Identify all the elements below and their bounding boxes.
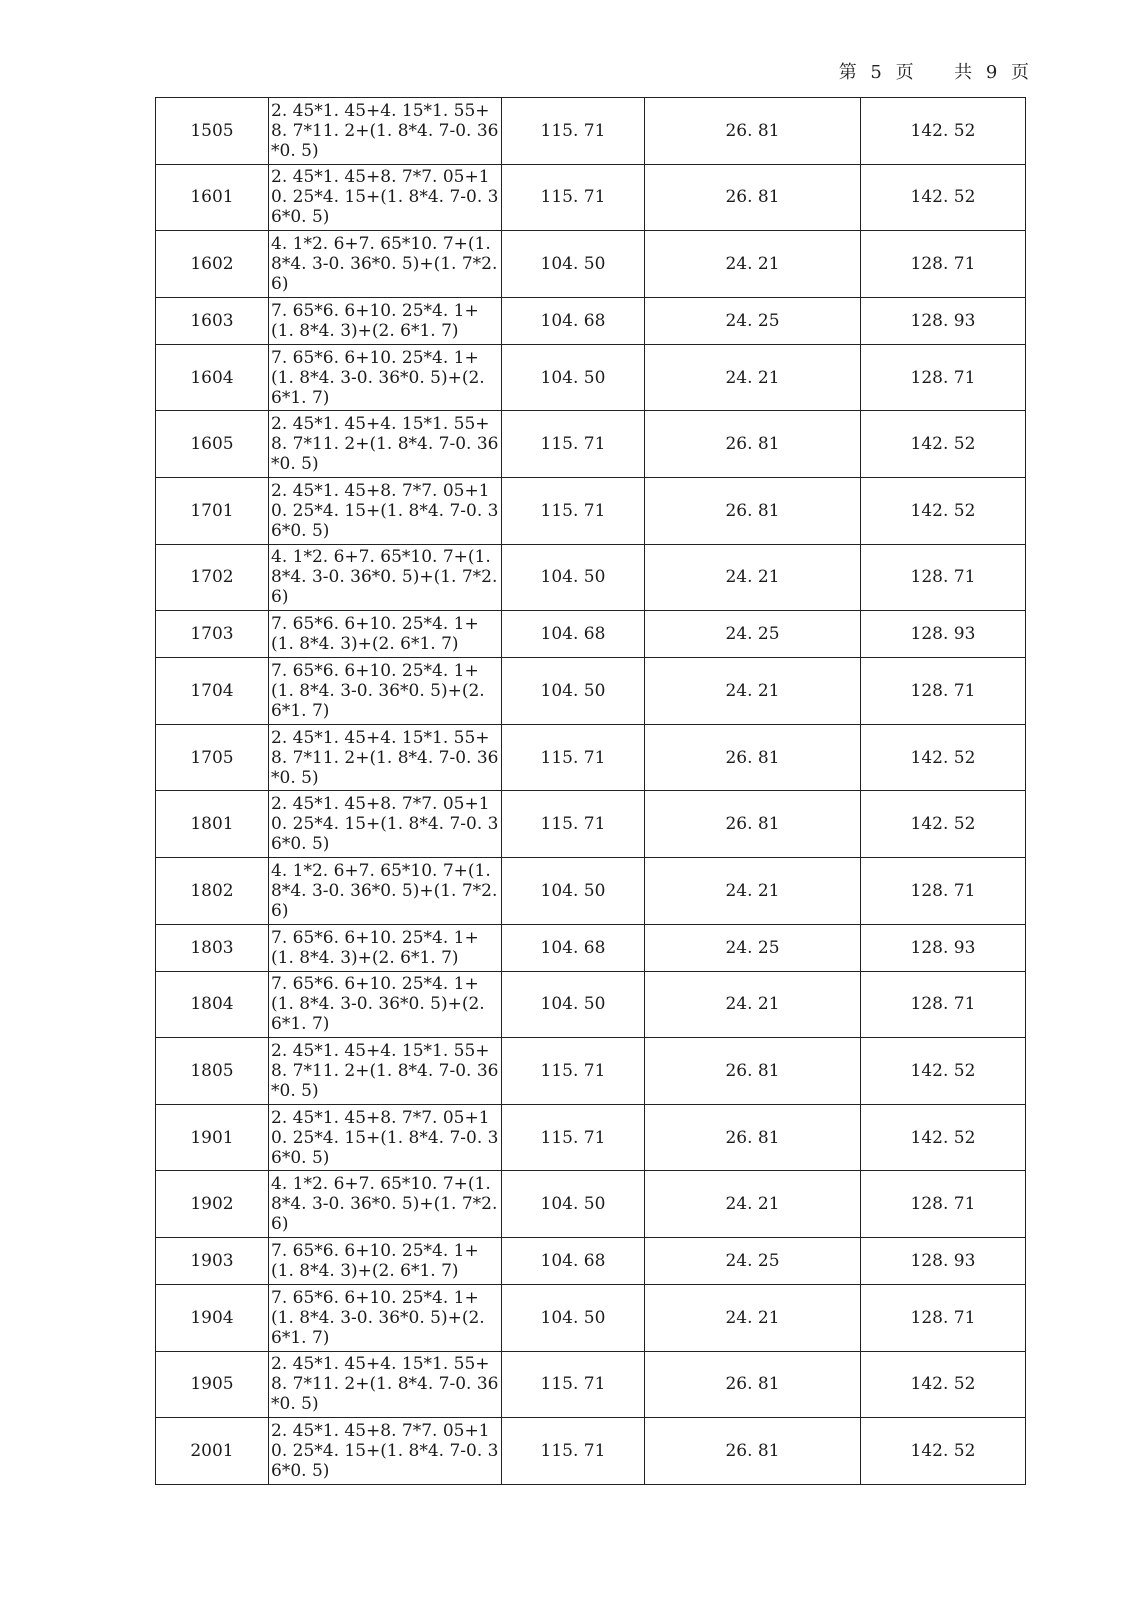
area-formula-cell: 7. 65*6. 6+10. 25*4. 1+(1. 8*4. 3-0. 36*0. 5)+(2. 6*1. 7) <box>269 658 502 725</box>
area-value-b-cell: 24. 25 <box>645 924 861 971</box>
room-number-cell: 1605 <box>156 411 269 478</box>
area-value-b-cell: 24. 21 <box>645 344 861 411</box>
area-value-a-cell: 104. 50 <box>502 1284 645 1351</box>
area-value-b-cell: 26. 81 <box>645 411 861 478</box>
area-formula-cell: 7. 65*6. 6+10. 25*4. 1+(1. 8*4. 3-0. 36*0. 5)+(2. 6*1. 7) <box>269 344 502 411</box>
table-row <box>156 1104 1026 1171</box>
area-formula-cell: 7. 65*6. 6+10. 25*4. 1+(1. 8*4. 3-0. 36*0. 5)+(2. 6*1. 7) <box>269 971 502 1038</box>
area-value-b-cell: 26. 81 <box>645 724 861 791</box>
area-value-b-cell: 24. 25 <box>645 611 861 658</box>
room-number-cell: 1904 <box>156 1284 269 1351</box>
area-value-a-cell: 104. 50 <box>502 544 645 611</box>
table-row <box>156 544 1026 611</box>
area-formula-cell: 4. 1*2. 6+7. 65*10. 7+(1. 8*4. 3-0. 36*0. 5)+(1. 7*2. 6) <box>269 231 502 298</box>
area-formula-cell: 7. 65*6. 6+10. 25*4. 1+(1. 8*4. 3)+(2. 6*1. 7) <box>269 297 502 344</box>
table-row <box>156 1237 1026 1284</box>
area-value-a-cell: 104. 68 <box>502 611 645 658</box>
room-number-cell: 1801 <box>156 791 269 858</box>
area-value-b-cell: 26. 81 <box>645 98 861 165</box>
area-formula-cell: 2. 45*1. 45+8. 7*7. 05+10. 25*4. 15+(1. 8*4. 7-0. 36*0. 5) <box>269 791 502 858</box>
area-total-cell: 128. 71 <box>861 344 1026 411</box>
area-total-cell: 128. 71 <box>861 971 1026 1038</box>
room-number-cell: 1602 <box>156 231 269 298</box>
table-row <box>156 658 1026 725</box>
area-total-cell: 128. 71 <box>861 857 1026 924</box>
area-value-b-cell: 26. 81 <box>645 791 861 858</box>
room-number-cell: 1705 <box>156 724 269 791</box>
table-row <box>156 857 1026 924</box>
area-value-a-cell: 115. 71 <box>502 724 645 791</box>
table-row <box>156 1351 1026 1418</box>
area-value-b-cell: 26. 81 <box>645 477 861 544</box>
room-number-cell: 1703 <box>156 611 269 658</box>
area-value-a-cell: 104. 68 <box>502 924 645 971</box>
room-number-cell: 1505 <box>156 98 269 165</box>
area-formula-cell: 4. 1*2. 6+7. 65*10. 7+(1. 8*4. 3-0. 36*0. 5)+(1. 7*2. 6) <box>269 544 502 611</box>
room-number-cell: 1905 <box>156 1351 269 1418</box>
table-row <box>156 724 1026 791</box>
area-value-a-cell: 115. 71 <box>502 1351 645 1418</box>
area-total-cell: 128. 93 <box>861 924 1026 971</box>
area-formula-cell: 4. 1*2. 6+7. 65*10. 7+(1. 8*4. 3-0. 36*0. 5)+(1. 7*2. 6) <box>269 1171 502 1238</box>
area-formula-cell: 2. 45*1. 45+8. 7*7. 05+10. 25*4. 15+(1. 8*4. 7-0. 36*0. 5) <box>269 477 502 544</box>
area-value-a-cell: 115. 71 <box>502 477 645 544</box>
area-value-b-cell: 24. 25 <box>645 1237 861 1284</box>
area-total-cell: 128. 71 <box>861 1171 1026 1238</box>
table-row <box>156 297 1026 344</box>
area-formula-cell: 2. 45*1. 45+4. 15*1. 55+8. 7*11. 2+(1. 8*4. 7-0. 36*0. 5) <box>269 1038 502 1105</box>
area-value-b-cell: 26. 81 <box>645 1104 861 1171</box>
area-total-cell: 142. 52 <box>861 791 1026 858</box>
room-number-cell: 2001 <box>156 1418 269 1485</box>
area-value-b-cell: 26. 81 <box>645 1038 861 1105</box>
area-total-cell: 128. 93 <box>861 297 1026 344</box>
area-value-a-cell: 115. 71 <box>502 1104 645 1171</box>
area-total-cell: 128. 93 <box>861 611 1026 658</box>
table-row <box>156 971 1026 1038</box>
room-number-cell: 1903 <box>156 1237 269 1284</box>
table-row <box>156 791 1026 858</box>
table-body <box>156 98 1026 1485</box>
area-total-cell: 128. 71 <box>861 658 1026 725</box>
area-value-a-cell: 104. 68 <box>502 297 645 344</box>
area-value-a-cell: 104. 68 <box>502 1237 645 1284</box>
area-value-b-cell: 24. 25 <box>645 297 861 344</box>
table-row <box>156 924 1026 971</box>
area-value-a-cell: 104. 50 <box>502 344 645 411</box>
area-value-a-cell: 115. 71 <box>502 791 645 858</box>
total-unit: 页 <box>1011 62 1030 83</box>
room-number-cell: 1902 <box>156 1171 269 1238</box>
area-value-a-cell: 104. 50 <box>502 658 645 725</box>
room-number-cell: 1604 <box>156 344 269 411</box>
area-value-a-cell: 104. 50 <box>502 971 645 1038</box>
area-value-a-cell: 115. 71 <box>502 411 645 478</box>
area-value-a-cell: 104. 50 <box>502 1171 645 1238</box>
room-number-cell: 1804 <box>156 971 269 1038</box>
table-row <box>156 98 1026 165</box>
area-value-a-cell: 104. 50 <box>502 231 645 298</box>
area-formula-cell: 2. 45*1. 45+4. 15*1. 55+8. 7*11. 2+(1. 8*4. 7-0. 36*0. 5) <box>269 411 502 478</box>
area-total-cell: 142. 52 <box>861 1418 1026 1485</box>
area-value-a-cell: 104. 50 <box>502 857 645 924</box>
area-formula-cell: 2. 45*1. 45+8. 7*7. 05+10. 25*4. 15+(1. 8*4. 7-0. 36*0. 5) <box>269 164 502 231</box>
area-formula-cell: 2. 45*1. 45+8. 7*7. 05+10. 25*4. 15+(1. 8*4. 7-0. 36*0. 5) <box>269 1418 502 1485</box>
area-total-cell: 142. 52 <box>861 411 1026 478</box>
area-table <box>155 97 1026 1485</box>
room-number-cell: 1901 <box>156 1104 269 1171</box>
area-formula-cell: 4. 1*2. 6+7. 65*10. 7+(1. 8*4. 3-0. 36*0. 5)+(1. 7*2. 6) <box>269 857 502 924</box>
total-prefix: 共 <box>954 62 974 83</box>
page-number <box>839 58 1030 84</box>
area-value-b-cell: 26. 81 <box>645 164 861 231</box>
area-total-cell: 142. 52 <box>861 1351 1026 1418</box>
area-value-a-cell: 115. 71 <box>502 1418 645 1485</box>
area-total-cell: 128. 71 <box>861 544 1026 611</box>
room-number-cell: 1702 <box>156 544 269 611</box>
area-formula-cell: 2. 45*1. 45+8. 7*7. 05+10. 25*4. 15+(1. 8*4. 7-0. 36*0. 5) <box>269 1104 502 1171</box>
area-value-a-cell: 115. 71 <box>502 164 645 231</box>
area-total-cell: 142. 52 <box>861 164 1026 231</box>
area-value-b-cell: 24. 21 <box>645 1171 861 1238</box>
area-total-cell: 142. 52 <box>861 1038 1026 1105</box>
area-total-cell: 142. 52 <box>861 724 1026 791</box>
area-total-cell: 142. 52 <box>861 98 1026 165</box>
page-prefix: 第 <box>838 62 858 83</box>
area-value-a-cell: 115. 71 <box>502 1038 645 1105</box>
area-value-b-cell: 24. 21 <box>645 971 861 1038</box>
table-row <box>156 344 1026 411</box>
table-row <box>156 477 1026 544</box>
area-formula-cell: 7. 65*6. 6+10. 25*4. 1+(1. 8*4. 3)+(2. 6*1. 7) <box>269 924 502 971</box>
area-value-b-cell: 24. 21 <box>645 857 861 924</box>
area-total-cell: 128. 93 <box>861 1237 1026 1284</box>
area-formula-cell: 7. 65*6. 6+10. 25*4. 1+(1. 8*4. 3)+(2. 6*1. 7) <box>269 611 502 658</box>
area-formula-cell: 2. 45*1. 45+4. 15*1. 55+8. 7*11. 2+(1. 8*4. 7-0. 36*0. 5) <box>269 1351 502 1418</box>
table-row <box>156 164 1026 231</box>
room-number-cell: 1701 <box>156 477 269 544</box>
area-total-cell: 142. 52 <box>861 1104 1026 1171</box>
area-value-b-cell: 24. 21 <box>645 544 861 611</box>
room-number-cell: 1802 <box>156 857 269 924</box>
table-row <box>156 611 1026 658</box>
area-formula-cell: 7. 65*6. 6+10. 25*4. 1+(1. 8*4. 3-0. 36*0. 5)+(2. 6*1. 7) <box>269 1284 502 1351</box>
area-value-a-cell: 115. 71 <box>502 98 645 165</box>
area-formula-cell: 2. 45*1. 45+4. 15*1. 55+8. 7*11. 2+(1. 8*4. 7-0. 36*0. 5) <box>269 724 502 791</box>
room-number-cell: 1805 <box>156 1038 269 1105</box>
area-formula-cell: 2. 45*1. 45+4. 15*1. 55+8. 7*11. 2+(1. 8*4. 7-0. 36*0. 5) <box>269 98 502 165</box>
area-formula-cell: 7. 65*6. 6+10. 25*4. 1+(1. 8*4. 3)+(2. 6*1. 7) <box>269 1237 502 1284</box>
room-number-cell: 1603 <box>156 297 269 344</box>
area-value-b-cell: 24. 21 <box>645 658 861 725</box>
table-row <box>156 231 1026 298</box>
area-total-cell: 128. 71 <box>861 231 1026 298</box>
table-row <box>156 1038 1026 1105</box>
area-value-b-cell: 24. 21 <box>645 231 861 298</box>
table-row <box>156 411 1026 478</box>
table-row <box>156 1284 1026 1351</box>
area-value-b-cell: 26. 81 <box>645 1351 861 1418</box>
area-value-b-cell: 24. 21 <box>645 1284 861 1351</box>
room-number-cell: 1803 <box>156 924 269 971</box>
room-number-cell: 1704 <box>156 658 269 725</box>
area-value-b-cell: 26. 81 <box>645 1418 861 1485</box>
room-number-cell: 1601 <box>156 164 269 231</box>
total-num: 9 <box>985 62 999 83</box>
area-total-cell: 128. 71 <box>861 1284 1026 1351</box>
table-row <box>156 1418 1026 1485</box>
area-total-cell: 142. 52 <box>861 477 1026 544</box>
page-num: 5 <box>870 62 883 83</box>
page-unit: 页 <box>895 62 915 83</box>
table-row <box>156 1171 1026 1238</box>
